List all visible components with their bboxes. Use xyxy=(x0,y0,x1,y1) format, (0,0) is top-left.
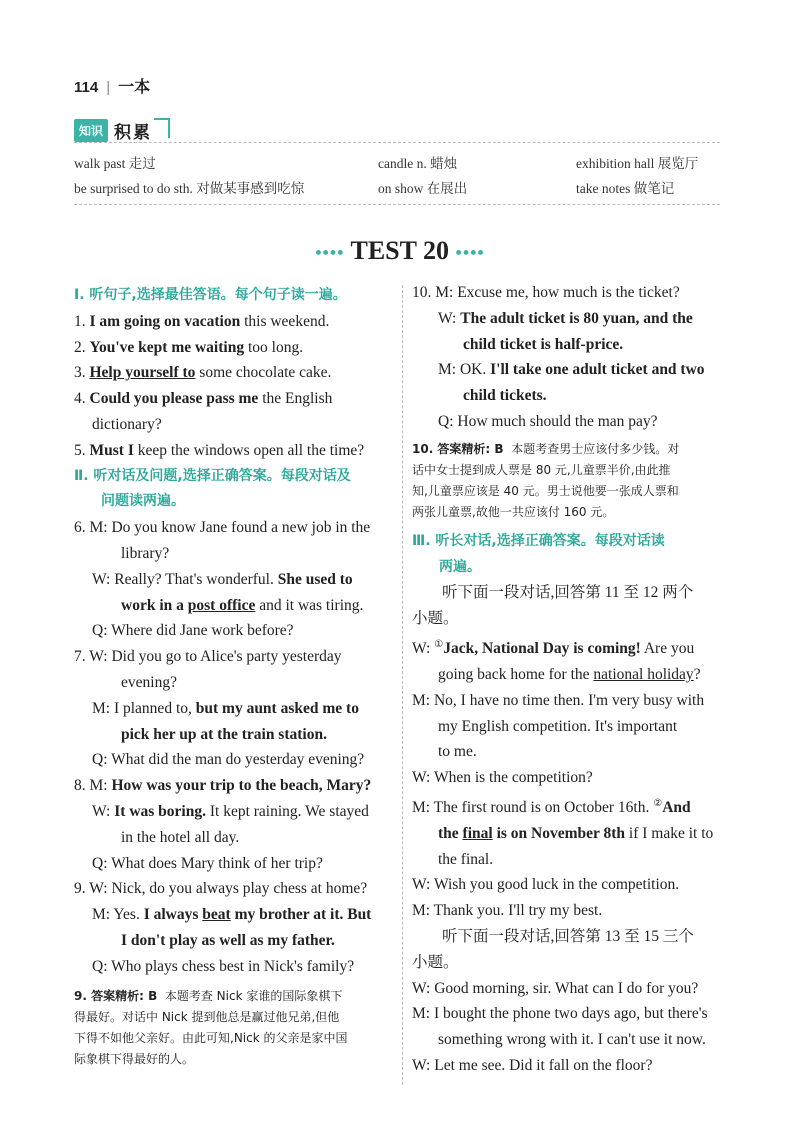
dialogue-line: M: The first round is on October 16th. ②And xyxy=(412,797,691,817)
note-label: 10. 答案精析: B xyxy=(412,441,504,456)
dialogue-line: child tickets. xyxy=(463,387,547,405)
note-text: 两张儿童票,故他一共应该付 160 元。 xyxy=(412,504,615,519)
knowledge-title: 积累 xyxy=(114,123,153,143)
section-heading-cont: 两遍。 xyxy=(439,558,481,575)
dialogue-line: W: Good morning, sir. What can I do for you? xyxy=(412,979,699,997)
title-dots-left: •••• xyxy=(315,242,345,263)
note-text: 本题考查男士应该付多少钱。对 xyxy=(511,441,680,456)
question-3: 3. Help yourself to some chocolate cake. xyxy=(74,364,332,382)
dialogue-line: 6. M: Do you know Jane found a new job in the xyxy=(74,519,371,537)
header-separator: | xyxy=(106,79,111,96)
dialogue-line: 10. M: Excuse me, how much is the ticket? xyxy=(412,284,680,301)
left-column xyxy=(74,283,392,1070)
question-4-cont: dictionary? xyxy=(92,415,162,433)
note-label: 9. 答案精析: B xyxy=(74,988,158,1003)
dialogue-line: 8. M: How was your trip to the beach, Mary? xyxy=(74,777,372,795)
dialogue-question: Q: What did the man do yesterday evening? xyxy=(92,751,365,769)
vocab-item: take notes 做笔记 xyxy=(576,181,675,196)
dialogue-line: something wrong with it. I can't use it now. xyxy=(438,1031,706,1049)
note-text: 知,儿童票应该是 40 元。男士说他要一张成人票和 xyxy=(412,483,679,498)
question-1: 1. I am going on vacation this weekend. xyxy=(74,312,330,330)
intro-text: 小题。 xyxy=(412,610,459,628)
note-text: 本题考查 Nick 家谁的国际象棋下 xyxy=(164,988,343,1003)
dialogue-question: Q: What does Mary think of her trip? xyxy=(92,854,323,872)
dialogue-line: W: Wish you good luck in the competition. xyxy=(412,876,680,894)
column-divider xyxy=(402,285,403,1085)
dialogue-line: W: ①Jack, National Day is coming! Are you xyxy=(412,638,695,658)
vocab-item: be surprised to do sth. 对做某事感到吃惊 xyxy=(74,181,305,196)
dialogue-line: the final is on November 8th if I make it to xyxy=(438,824,714,842)
test-title-text: TEST 20 xyxy=(350,236,450,265)
note-text: 际象棋下得最好的人。 xyxy=(74,1051,195,1066)
section-heading: Ⅲ. 听长对话,选择正确答案。每段对话读 xyxy=(412,532,665,549)
dialogue-line: 9. W: Nick, do you always play chess at home? xyxy=(74,880,368,898)
dialogue-line: 7. W: Did you go to Alice's party yesterday xyxy=(74,648,342,666)
intro-text: 小题。 xyxy=(412,953,459,971)
section-heading: Ⅱ. 听对话及问题,选择正确答案。每段对话及 xyxy=(74,467,351,484)
dialogue-line: M: Thank you. I'll try my best. xyxy=(412,902,603,920)
dialogue-line: going back home for the national holiday? xyxy=(438,665,701,683)
dialogue-line: M: OK. I'll take one adult ticket and two xyxy=(438,361,705,379)
dialogue-question: Q: Where did Jane work before? xyxy=(92,622,294,640)
dialogue-line: W: Really? That's wonderful. She used to xyxy=(92,570,353,588)
answer-note-9 xyxy=(74,986,392,1070)
note-text: 话中女士提到成人票是 80 元,儿童票半价,由此推 xyxy=(412,462,671,477)
dialogue-line: M: I planned to, but my aunt asked me to xyxy=(92,699,359,717)
dialogue-line: I don't play as well as my father. xyxy=(121,931,335,949)
dialogue-line: my English competition. It's important xyxy=(438,717,678,735)
right-column xyxy=(412,280,726,1079)
dialogue-line: to me. xyxy=(438,743,477,761)
divider-top xyxy=(74,142,720,143)
knowledge-badge: 知识 xyxy=(74,119,108,142)
note-text: 得最好。对话中 Nick 提到他总是赢过他兄弟,但他 xyxy=(74,1009,340,1024)
dialogue-line: M: No, I have no time then. I'm very busy with xyxy=(412,691,705,709)
dialogue-line: pick her up at the train station. xyxy=(121,725,327,743)
question-5: 5. Must I keep the windows open all the time? xyxy=(74,441,365,459)
note-text: 下得不如他父亲好。由此可知,Nick 的父亲是家中国 xyxy=(74,1030,348,1045)
section-heading-cont: 问题读两遍。 xyxy=(101,493,185,510)
dialogue-line: library? xyxy=(121,544,170,562)
title-dots-right: •••• xyxy=(455,242,485,263)
dialogue-line: W: It was boring. It kept raining. We stayed xyxy=(92,802,369,820)
question-4: 4. Could you please pass me the English xyxy=(74,390,333,408)
dialogue-line: W: When is the competition? xyxy=(412,769,593,787)
vocab-item: candle n. 蜡烛 xyxy=(378,156,458,171)
intro-text: 听下面一段对话,回答第 11 至 12 两个 xyxy=(442,584,694,602)
vocab-item: walk past 走过 xyxy=(74,156,156,171)
question-2: 2. You've kept me waiting too long. xyxy=(74,338,304,356)
knowledge-heading xyxy=(74,118,170,143)
dialogue-line: W: The adult ticket is 80 yuan, and the xyxy=(438,309,693,327)
dialogue-line: W: Let me see. Did it fall on the floor? xyxy=(412,1057,653,1075)
divider-bottom xyxy=(74,204,720,205)
dialogue-line: in the hotel all day. xyxy=(121,828,240,846)
dialogue-line: work in a post office and it was tiring. xyxy=(121,596,364,614)
vocab-item: exhibition hall 展览厅 xyxy=(576,156,699,171)
section-heading: Ⅰ. 听句子,选择最佳答语。每个句子读一遍。 xyxy=(74,287,347,303)
dialogue-line: M: Yes. I always beat my brother at it. But xyxy=(92,906,372,924)
page-number: 114 xyxy=(74,79,99,96)
vocab-item: on show 在展出 xyxy=(378,181,468,196)
test-title xyxy=(0,236,800,266)
bracket-decoration xyxy=(154,118,170,138)
dialogue-question: Q: Who plays chess best in Nick's family? xyxy=(92,957,355,975)
dialogue-question: Q: How much should the man pay? xyxy=(438,412,658,430)
book-name: 一本 xyxy=(118,77,151,96)
intro-text: 听下面一段对话,回答第 13 至 15 三个 xyxy=(442,928,694,946)
dialogue-line: evening? xyxy=(121,673,177,691)
answer-note-10 xyxy=(412,439,726,523)
dialogue-line: child ticket is half-price. xyxy=(463,335,624,353)
page-header xyxy=(74,74,150,97)
dialogue-line: M: I bought the phone two days ago, but there's xyxy=(412,1005,708,1023)
dialogue-line: the final. xyxy=(438,850,494,868)
